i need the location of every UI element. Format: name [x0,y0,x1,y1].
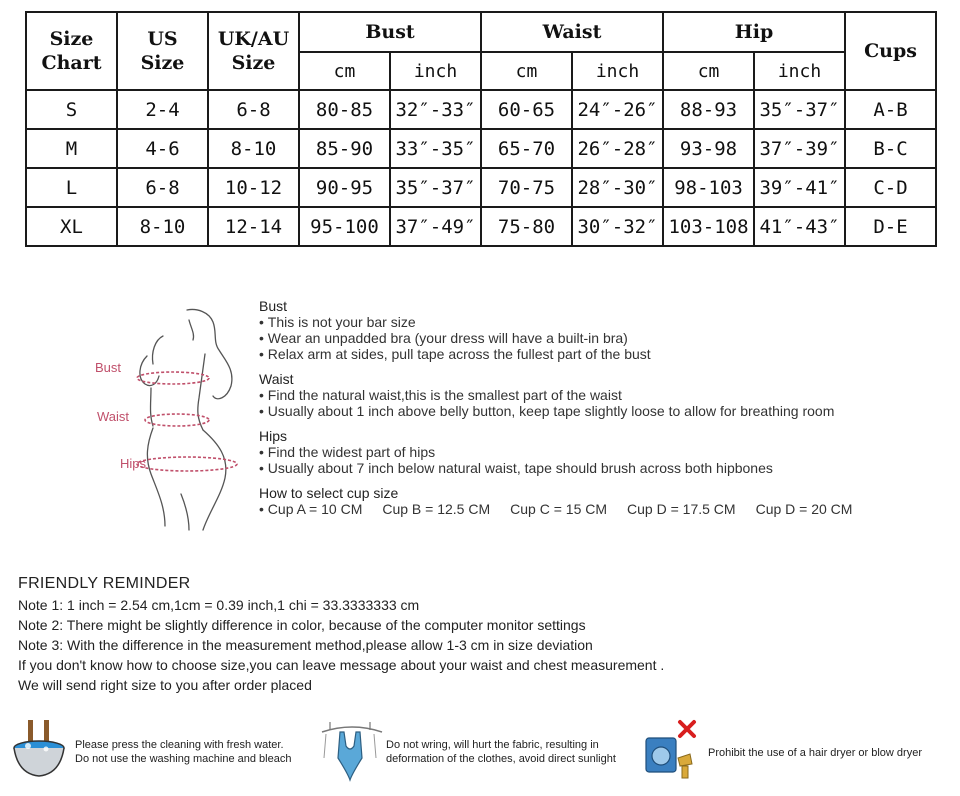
bust-heading: Bust [259,298,288,314]
care-text-line: Please press the cleaning with fresh water. [75,739,284,751]
cell-size: XL [26,207,117,246]
cell-us: 4-6 [117,129,208,168]
list-item: • This is not your bar size [259,314,939,330]
cell-size: S [26,90,117,129]
header-bust-inch: inch [390,52,481,90]
reminder-title: FRIENDLY REMINDER [18,575,191,592]
header-us-size: US Size [117,12,208,90]
cell-bust-inch: 37″-49″ [390,207,481,246]
no-hair-dryer-icon [644,718,704,784]
cell-hip-inch: 39″-41″ [754,168,845,207]
cell-waist-cm: 65-70 [481,129,572,168]
header-size-chart: Size Chart [26,12,117,90]
header-bust-cm: cm [299,52,390,90]
cell-waist-inch: 26″-28″ [572,129,663,168]
cell-waist-cm: 70-75 [481,168,572,207]
hips-heading: Hips [259,428,288,444]
cell-cups: C-D [845,168,936,207]
header-hip-inch: inch [754,52,845,90]
cell-bust-cm: 95-100 [299,207,390,246]
list-item: • Find the natural waist,this is the smallest part of the waist [259,387,939,403]
reminder-line: Note 2: There might be slightly difference in color, because of the computer monitor settings [18,617,586,633]
cell-uk: 10-12 [208,168,299,207]
list-item: • Wear an unpadded bra (your dress will have a built-in bra) [259,330,939,346]
measurement-guide [0,290,960,540]
care-text-line: deformation of the clothes, avoid direct sunlight [386,753,616,765]
cup-size-list [259,501,939,517]
cup-size-item: Cup B = 12.5 CM [382,501,491,517]
cell-hip-cm: 93-98 [663,129,754,168]
cell-hip-cm: 88-93 [663,90,754,129]
hanging-swimsuit-icon [320,718,384,784]
cell-uk: 6-8 [208,90,299,129]
reminder-line: If you don't know how to choose size,you can leave message about your waist and chest measurement . [18,657,665,673]
hand-wash-basin-icon [10,718,70,784]
cell-bust-inch: 32″-33″ [390,90,481,129]
waist-label: Waist [97,409,130,424]
cell-hip-cm: 98-103 [663,168,754,207]
reminder-line: Note 3: With the difference in the measurement method,please allow 1-3 cm in size deviation [18,637,593,653]
list-item: • Relax arm at sides, pull tape across the fullest part of the bust [259,346,939,362]
size-chart-table [25,11,937,247]
care-text-line: Do not wring, will hurt the fabric, resulting in [386,739,599,751]
cell-size: L [26,168,117,207]
cup-size-item: • Cup A = 10 CM [259,501,362,517]
cell-bust-inch: 35″-37″ [390,168,481,207]
cell-uk: 12-14 [208,207,299,246]
cell-hip-inch: 41″-43″ [754,207,845,246]
cell-waist-inch: 30″-32″ [572,207,663,246]
cup-size-item: Cup D = 20 CM [755,501,853,517]
care-text-line: Do not use the washing machine and bleach [75,753,292,765]
cell-us: 6-8 [117,168,208,207]
table-row [26,207,936,246]
cell-cups: D-E [845,207,936,246]
friendly-reminder [18,574,938,695]
header-hip: Hip [663,12,845,52]
cup-size-item: Cup C = 15 CM [510,501,608,517]
cell-us: 8-10 [117,207,208,246]
cell-size: M [26,129,117,168]
cell-bust-inch: 33″-35″ [390,129,481,168]
list-item: • Usually about 1 inch above belly button, keep tape slightly loose to allow for breathing room [259,403,939,419]
cell-waist-cm: 75-80 [481,207,572,246]
table-row [26,129,936,168]
cell-waist-cm: 60-65 [481,90,572,129]
care-item-hand-wash [10,718,320,788]
cell-bust-cm: 80-85 [299,90,390,129]
cell-cups: A-B [845,90,936,129]
header-bust: Bust [299,12,481,52]
cup-size-heading: How to select cup size [259,485,399,501]
header-waist-inch: inch [572,52,663,90]
hips-label: Hips [120,456,147,471]
cell-hip-inch: 37″-39″ [754,129,845,168]
cell-waist-inch: 28″-30″ [572,168,663,207]
table-row [26,90,936,129]
care-item-no-dryer [644,718,950,788]
cell-bust-cm: 90-95 [299,168,390,207]
header-waist-cm: cm [481,52,572,90]
care-instructions [0,712,960,796]
cell-hip-inch: 35″-37″ [754,90,845,129]
cell-cups: B-C [845,129,936,168]
cell-hip-cm: 103-108 [663,207,754,246]
list-item: • Usually about 7 inch below natural waist, tape should brush across both hipbones [259,460,939,476]
cell-bust-cm: 85-90 [299,129,390,168]
header-hip-cm: cm [663,52,754,90]
header-cups: Cups [845,12,936,90]
header-waist: Waist [481,12,663,52]
cell-us: 2-4 [117,90,208,129]
list-item: • Find the widest part of hips [259,444,939,460]
cell-uk: 8-10 [208,129,299,168]
care-item-no-wring [320,718,640,788]
reminder-line: Note 1: 1 inch = 2.54 cm,1cm = 0.39 inch,1 chi = 33.3333333 cm [18,597,420,613]
cup-size-item: Cup D = 17.5 CM [627,501,736,517]
waist-heading: Waist [259,371,294,387]
bust-label: Bust [95,360,122,375]
reminder-line: We will send right size to you after order placed [18,677,312,693]
care-text-line: Prohibit the use of a hair dryer or blow dryer [708,747,922,759]
table-row [26,168,936,207]
header-uk-au-size: UK/AU Size [208,12,299,90]
body-figure [85,298,255,538]
measurement-instructions [259,298,939,517]
cell-waist-inch: 24″-26″ [572,90,663,129]
